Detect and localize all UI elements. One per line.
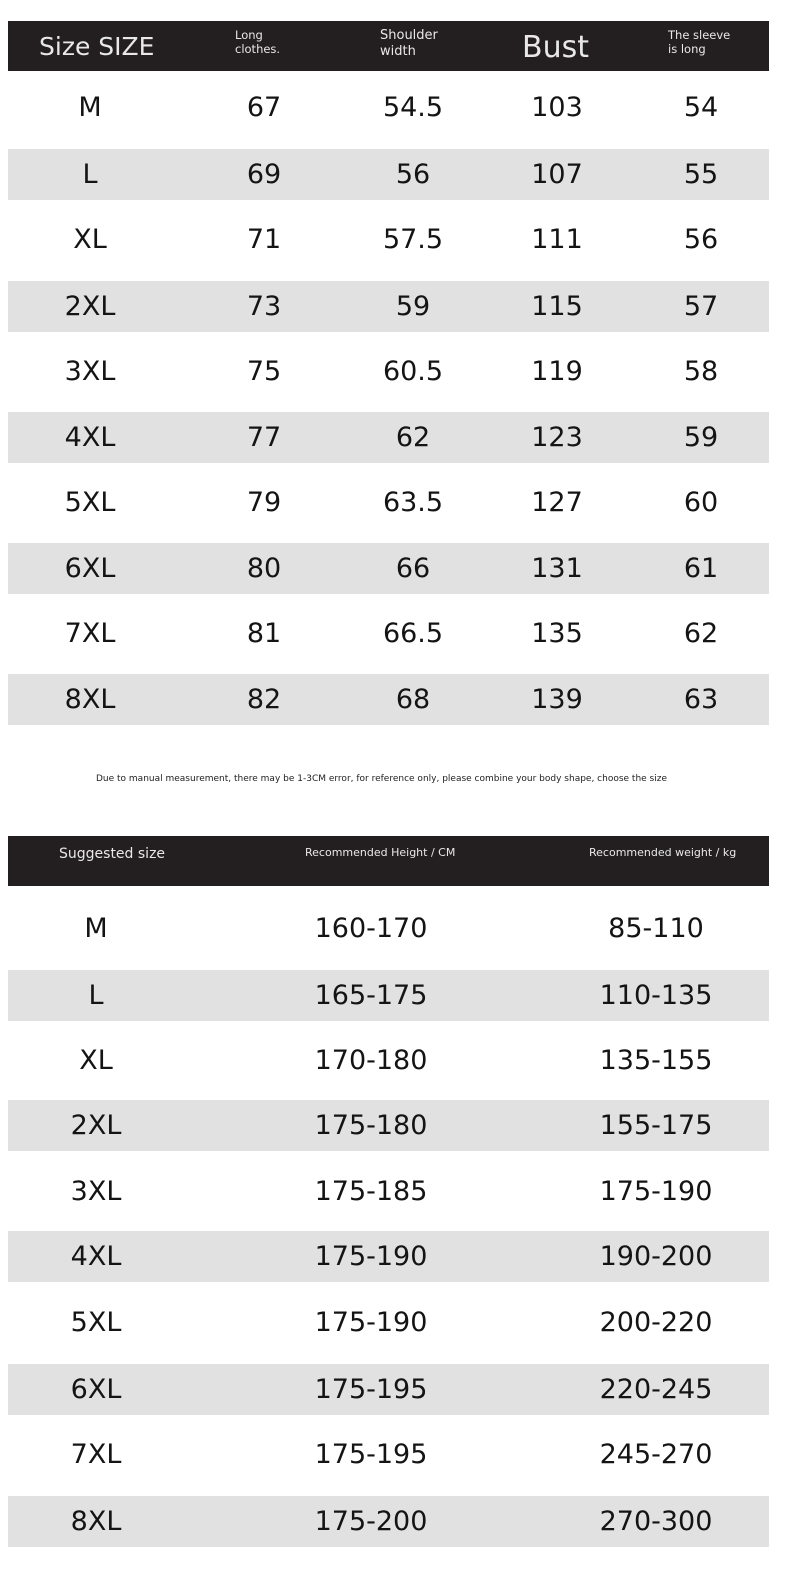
cell-size: 2XL	[64, 291, 116, 322]
cell-height: 160-170	[314, 913, 428, 944]
cell-weight: 85-110	[608, 913, 704, 944]
cell-shoulder: 68	[395, 684, 431, 715]
cell-length: 71	[246, 224, 282, 255]
cell-size: 2XL	[70, 1110, 122, 1141]
table-row	[8, 903, 769, 954]
cell-length: 81	[246, 618, 282, 649]
cell-bust: 107	[531, 159, 583, 190]
cell-weight: 190-200	[599, 1241, 713, 1272]
cell-height: 175-190	[314, 1241, 428, 1272]
header-sleeve-line1: The sleeve	[668, 28, 731, 42]
table-row	[8, 1496, 769, 1547]
cell-sleeve: 55	[683, 159, 719, 190]
cell-length: 82	[246, 684, 282, 715]
cell-sleeve: 54	[683, 92, 719, 123]
header-shoulder	[380, 28, 438, 61]
cell-height: 165-175	[314, 980, 428, 1011]
cell-sleeve: 58	[683, 356, 719, 387]
cell-bust: 135	[531, 618, 583, 649]
cell-height: 175-190	[314, 1307, 428, 1338]
cell-size: 6XL	[64, 553, 116, 584]
cell-length: 77	[246, 422, 282, 453]
table-row	[8, 477, 769, 528]
cell-shoulder: 60.5	[382, 356, 444, 387]
cell-height: 175-195	[314, 1374, 428, 1405]
cell-size: L	[82, 159, 98, 190]
cell-sleeve: 59	[683, 422, 719, 453]
table-row	[8, 281, 769, 332]
header-length	[235, 28, 280, 57]
cell-shoulder: 63.5	[382, 487, 444, 518]
table-row	[8, 82, 769, 133]
header-height: Recommended Height / CM	[305, 846, 456, 859]
cell-bust: 139	[531, 684, 583, 715]
cell-bust: 127	[531, 487, 583, 518]
table-row	[8, 1429, 769, 1480]
header-sleeve-line2: is long	[668, 42, 706, 57]
table-row	[8, 412, 769, 463]
cell-sleeve: 62	[683, 618, 719, 649]
cell-bust: 119	[531, 356, 583, 387]
cell-sleeve: 57	[683, 291, 719, 322]
table-row	[8, 149, 769, 200]
table-row	[8, 1231, 769, 1282]
header-weight: Recommended weight / kg	[589, 846, 737, 859]
cell-height: 175-180	[314, 1110, 428, 1141]
cell-bust: 123	[531, 422, 583, 453]
cell-shoulder: 62	[395, 422, 431, 453]
table-row	[8, 1035, 769, 1086]
cell-sleeve: 60	[683, 487, 719, 518]
cell-height: 175-195	[314, 1439, 428, 1470]
cell-length: 75	[246, 356, 282, 387]
cell-size: L	[88, 980, 104, 1011]
cell-length: 67	[246, 92, 282, 123]
cell-shoulder: 66	[395, 553, 431, 584]
header-length-line1: Long	[235, 28, 263, 42]
cell-shoulder: 56	[395, 159, 431, 190]
cell-size: 5XL	[64, 487, 116, 518]
table-row	[8, 543, 769, 594]
cell-weight: 200-220	[599, 1307, 713, 1338]
cell-sleeve: 56	[683, 224, 719, 255]
table-row	[8, 1166, 769, 1217]
cell-weight: 175-190	[599, 1176, 713, 1207]
cell-length: 79	[246, 487, 282, 518]
cell-bust: 103	[531, 92, 583, 123]
cell-size: 8XL	[70, 1506, 122, 1537]
cell-bust: 115	[531, 291, 583, 322]
cell-weight: 135-155	[599, 1045, 713, 1076]
cell-weight: 155-175	[599, 1110, 713, 1141]
cell-height: 170-180	[314, 1045, 428, 1076]
cell-weight: 245-270	[599, 1439, 713, 1470]
cell-size: 3XL	[64, 356, 116, 387]
cell-size: XL	[73, 224, 107, 255]
cell-size: 6XL	[70, 1374, 122, 1405]
cell-size: 4XL	[70, 1241, 122, 1272]
cell-height: 175-200	[314, 1506, 428, 1537]
header-length-line2: clothes.	[235, 42, 281, 57]
cell-shoulder: 57.5	[382, 224, 444, 255]
table-row	[8, 608, 769, 659]
table-row	[8, 1297, 769, 1348]
table-row	[8, 970, 769, 1021]
cell-bust: 131	[531, 553, 583, 584]
cell-shoulder: 54.5	[382, 92, 444, 123]
cell-size: 7XL	[70, 1439, 122, 1470]
cell-height: 175-185	[314, 1176, 428, 1207]
cell-shoulder: 66.5	[382, 618, 444, 649]
cell-weight: 270-300	[599, 1506, 713, 1537]
cell-size: M	[78, 92, 102, 123]
size-chart-header	[8, 21, 769, 71]
cell-size: 7XL	[64, 618, 116, 649]
cell-size: 5XL	[70, 1307, 122, 1338]
table-row	[8, 674, 769, 725]
cell-length: 69	[246, 159, 282, 190]
header-shoulder-line1: Shoulder	[380, 28, 438, 43]
cell-size: M	[84, 913, 108, 944]
cell-shoulder: 59	[395, 291, 431, 322]
recommend-chart-header	[8, 836, 769, 886]
cell-weight: 110-135	[599, 980, 713, 1011]
cell-weight: 220-245	[599, 1374, 713, 1405]
cell-sleeve: 63	[683, 684, 719, 715]
cell-size: 4XL	[64, 422, 116, 453]
header-suggested-size: Suggested size	[59, 846, 166, 862]
table-row	[8, 1100, 769, 1151]
header-size: Size SIZE	[39, 32, 155, 61]
table-row	[8, 214, 769, 265]
cell-length: 80	[246, 553, 282, 584]
table-row	[8, 346, 769, 397]
table-row	[8, 1364, 769, 1415]
measurement-note: Due to manual measurement, there may be 1-3CM error, for reference only, please combine your body shape, choose the size	[95, 774, 668, 784]
cell-size: 3XL	[70, 1176, 122, 1207]
cell-size: XL	[79, 1045, 113, 1076]
header-bust: Bust	[522, 30, 589, 65]
header-sleeve	[668, 28, 730, 57]
cell-length: 73	[246, 291, 282, 322]
cell-bust: 111	[531, 224, 583, 255]
cell-size: 8XL	[64, 684, 116, 715]
cell-sleeve: 61	[683, 553, 719, 584]
header-shoulder-line2: width	[380, 44, 416, 60]
